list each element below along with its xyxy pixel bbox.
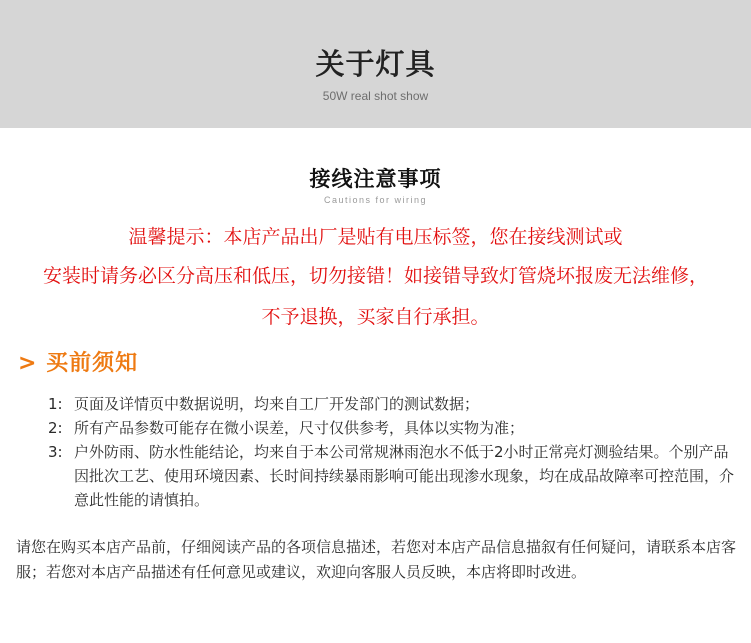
notice-item-text: 页面及详情页中数据说明，均来自工厂开发部门的测试数据；: [74, 395, 480, 413]
notice-item: [48, 440, 738, 512]
notice-heading: > 买前须知: [18, 351, 139, 376]
closing-paragraph: 请您在购买本店产品前，仔细阅读产品的各项信息描述，若您对本店产品信息描叙有任何疑问，请联系本店客服；若您对本店产品描述有任何意见或建议，欢迎向客服人员反映，本店将即时改进。: [16, 538, 737, 581]
notice-item-number: 3:: [48, 443, 63, 461]
notice-item-text: 所有产品参数可能存在微小误差，尺寸仅供参考，具体以实物为准；: [74, 419, 525, 437]
warning-line-2: 安装时请务必区分高压和低压，切勿接错！如接错导致灯管烧坏报废无法维修，: [42, 265, 708, 287]
wiring-section-title: 接线注意事项: [309, 167, 442, 191]
notice-item-number: 2:: [48, 419, 63, 437]
page-subtitle: 50W real shot show: [322, 89, 429, 103]
notice-item-text: 户外防雨、防水性能结论，均来自于本公司常规淋雨泡水不低于2小时正常亮灯测验结果。个别产品因批次工艺、使用环境因素、长时间持续暴雨影响可能出现渗水现象，均在成品故障率可控范围，介意此性能的请慎拍。: [74, 443, 735, 509]
page-title: 关于灯具: [315, 47, 436, 81]
warning-line-1: 温馨提示：本店产品出厂是贴有电压标签，您在接线测试或: [128, 226, 623, 248]
wiring-section-subtitle: Cautions for wiring: [323, 195, 428, 205]
header-band: [0, 0, 751, 128]
notice-item: [48, 392, 738, 416]
warning-line-3: 不予退换，买家自行承担。: [261, 306, 490, 328]
notice-item: [48, 416, 738, 440]
notice-item-number: 1:: [48, 395, 63, 413]
notice-list: [48, 392, 738, 512]
